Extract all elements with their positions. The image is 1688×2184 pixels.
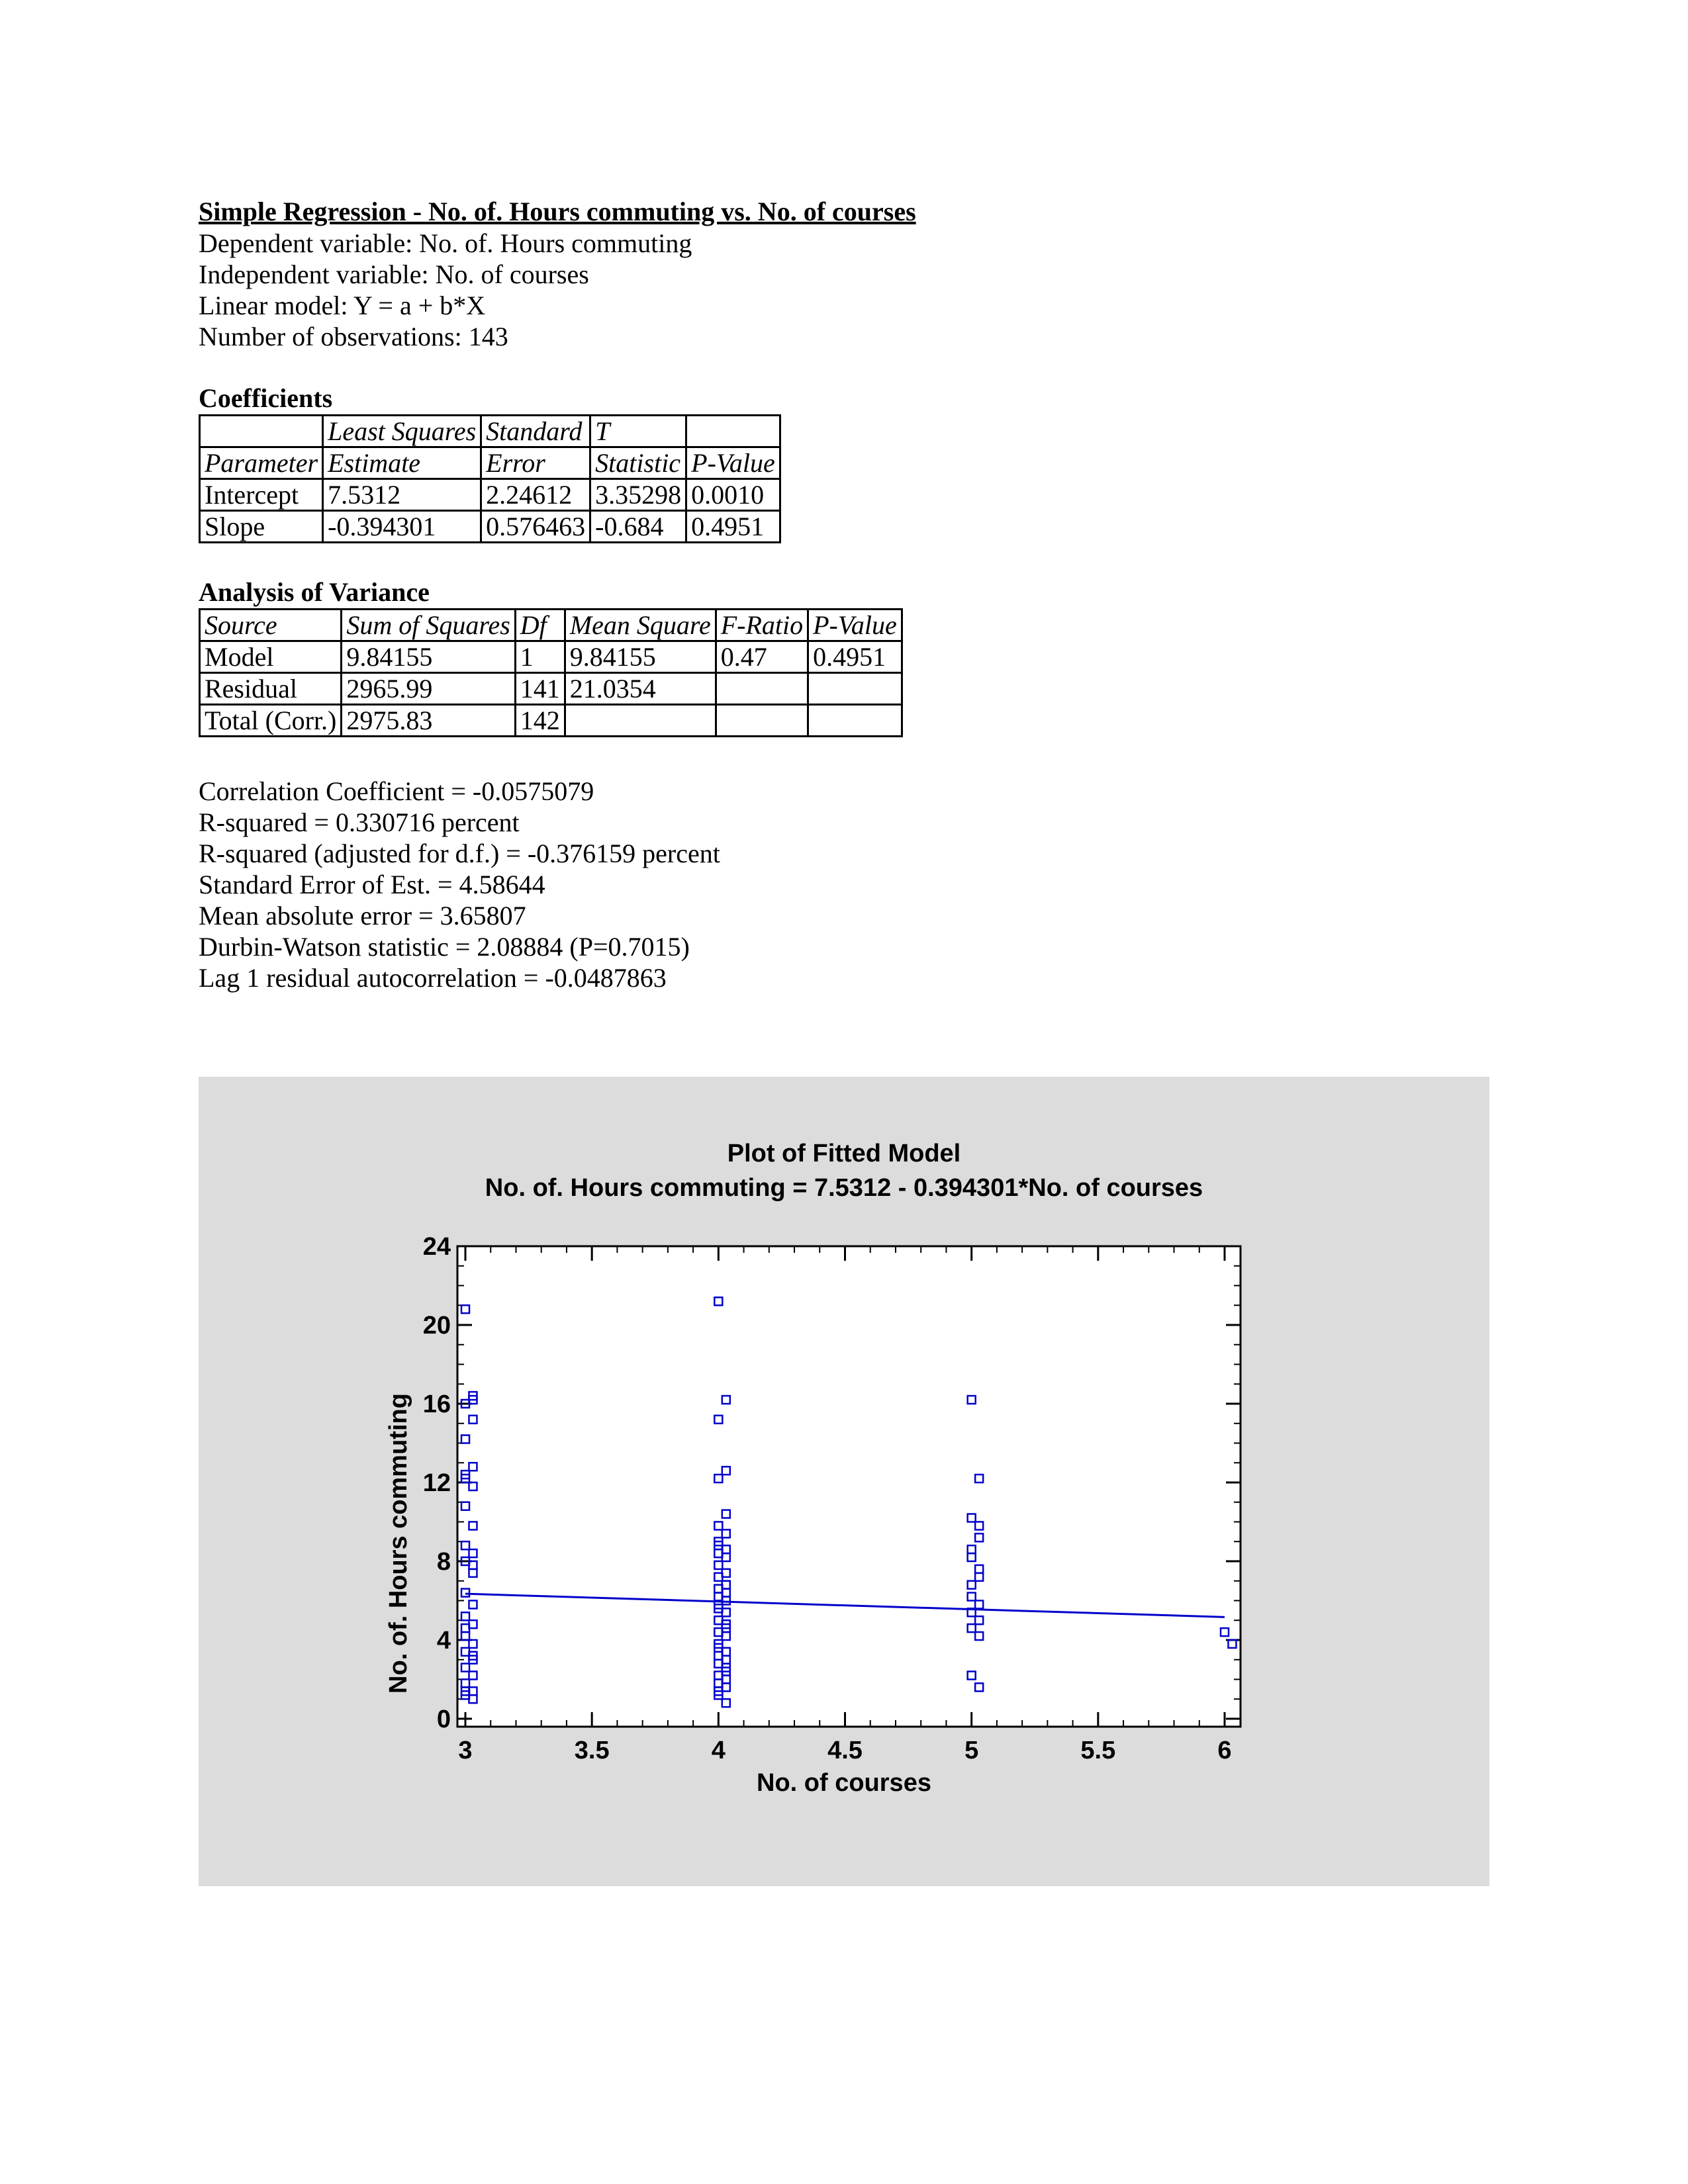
- table-cell: Residual: [200, 673, 342, 705]
- coefficients-header-row-2: [200, 447, 780, 479]
- mean-absolute-error-line: Mean absolute error = 3.65807: [199, 901, 526, 931]
- independent-variable-line: Independent variable: No. of courses: [199, 259, 589, 289]
- table-cell: 9.84155: [342, 641, 515, 673]
- table-row: [200, 479, 780, 511]
- table-cell: Model: [200, 641, 342, 673]
- x-tick-label: 5.5: [1080, 1737, 1116, 1764]
- plot-area: [423, 1233, 1241, 1764]
- x-tick-label: 6: [1217, 1737, 1232, 1764]
- table-cell: F-Ratio: [716, 610, 808, 641]
- table-cell: T: [590, 416, 686, 447]
- r-squared-line: R-squared = 0.330716 percent: [199, 807, 520, 837]
- table-cell: 0.4951: [808, 641, 902, 673]
- table-cell: 2965.99: [342, 673, 515, 705]
- table-row: [200, 511, 780, 543]
- dependent-variable-line: Dependent variable: No. of. Hours commuting: [199, 228, 692, 258]
- table-cell: Least Squares: [323, 416, 481, 447]
- table-cell: 0.0010: [686, 479, 780, 511]
- table-cell: [565, 705, 716, 737]
- table-cell: 1: [515, 641, 565, 673]
- lag-autocorrelation-line: Lag 1 residual autocorrelation = -0.0487863: [199, 963, 667, 993]
- y-tick-label: 24: [422, 1233, 451, 1261]
- linear-model-line: Linear model: Y = a + b*X: [199, 291, 486, 320]
- table-cell: 9.84155: [565, 641, 716, 673]
- table-cell: 2.24612: [481, 479, 590, 511]
- table-cell: P-Value: [686, 447, 780, 479]
- durbin-watson-line: Durbin-Watson statistic = 2.08884 (P=0.7015): [199, 932, 690, 962]
- table-cell: Statistic: [590, 447, 686, 479]
- page-title: Simple Regression - No. of. Hours commuting vs. No. of courses: [199, 197, 916, 226]
- table-cell: Total (Corr.): [200, 705, 342, 737]
- x-tick-label: 4.5: [827, 1737, 863, 1764]
- table-cell: Slope: [200, 511, 323, 543]
- chart-subtitle: No. of. Hours commuting = 7.5312 - 0.394301*No. of courses: [485, 1174, 1203, 1202]
- table-cell: 0.4951: [686, 511, 780, 543]
- table-cell: Intercept: [200, 479, 323, 511]
- table-row: [200, 641, 902, 673]
- coefficients-title: Coefficients: [199, 383, 333, 413]
- table-cell: -0.684: [590, 511, 686, 543]
- y-tick-label: 4: [436, 1627, 451, 1655]
- y-tick-label: 12: [422, 1469, 451, 1497]
- standard-error-line: Standard Error of Est. = 4.58644: [199, 870, 545, 899]
- plot-panel: [199, 1077, 1489, 1886]
- anova-title: Analysis of Variance: [199, 577, 430, 607]
- y-tick-label: 8: [436, 1548, 451, 1576]
- x-tick-label: 3: [458, 1737, 473, 1764]
- plot-frame: [457, 1246, 1241, 1727]
- table-cell: 21.0354: [565, 673, 716, 705]
- y-axis-label: No. of. Hours commuting: [385, 1393, 412, 1694]
- table-cell: Mean Square: [565, 610, 716, 641]
- document: [199, 196, 1489, 993]
- table-cell: Parameter: [200, 447, 323, 479]
- y-tick-label: 0: [436, 1706, 451, 1733]
- table-cell: Sum of Squares: [342, 610, 515, 641]
- table-cell: -0.394301: [323, 511, 481, 543]
- table-row: [200, 705, 902, 737]
- table-cell: [808, 705, 902, 737]
- x-tick-label: 5: [964, 1737, 979, 1764]
- x-tick-label: 3.5: [574, 1737, 610, 1764]
- table-cell: P-Value: [808, 610, 902, 641]
- chart-title: Plot of Fitted Model: [727, 1140, 961, 1167]
- table-cell: [686, 416, 780, 447]
- x-tick-label: 4: [711, 1737, 726, 1764]
- anova-table: [199, 608, 903, 737]
- correlation-line: Correlation Coefficient = -0.0575079: [199, 776, 594, 806]
- table-row: [200, 673, 902, 705]
- table-cell: [200, 416, 323, 447]
- table-cell: [808, 673, 902, 705]
- table-cell: 142: [515, 705, 565, 737]
- x-axis-label: No. of courses: [757, 1769, 931, 1797]
- table-cell: Standard: [481, 416, 590, 447]
- table-cell: [716, 673, 808, 705]
- table-cell: Error: [481, 447, 590, 479]
- table-cell: 3.35298: [590, 479, 686, 511]
- coefficients-table: [199, 414, 781, 543]
- y-tick-label: 20: [422, 1312, 451, 1340]
- table-cell: Source: [200, 610, 342, 641]
- table-cell: 2975.83: [342, 705, 515, 737]
- coefficients-header-row-1: [200, 416, 780, 447]
- table-cell: [716, 705, 808, 737]
- table-cell: 0.576463: [481, 511, 590, 543]
- table-cell: 141: [515, 673, 565, 705]
- anova-header-row: [200, 610, 902, 641]
- fitted-model-plot: [199, 1077, 1489, 1886]
- y-tick-label: 16: [422, 1390, 451, 1418]
- table-cell: 0.47: [716, 641, 808, 673]
- observations-line: Number of observations: 143: [199, 322, 508, 351]
- table-cell: Estimate: [323, 447, 481, 479]
- r-squared-adjusted-line: R-squared (adjusted for d.f.) = -0.376159 percent: [199, 839, 720, 868]
- table-cell: Df: [515, 610, 565, 641]
- table-cell: 7.5312: [323, 479, 481, 511]
